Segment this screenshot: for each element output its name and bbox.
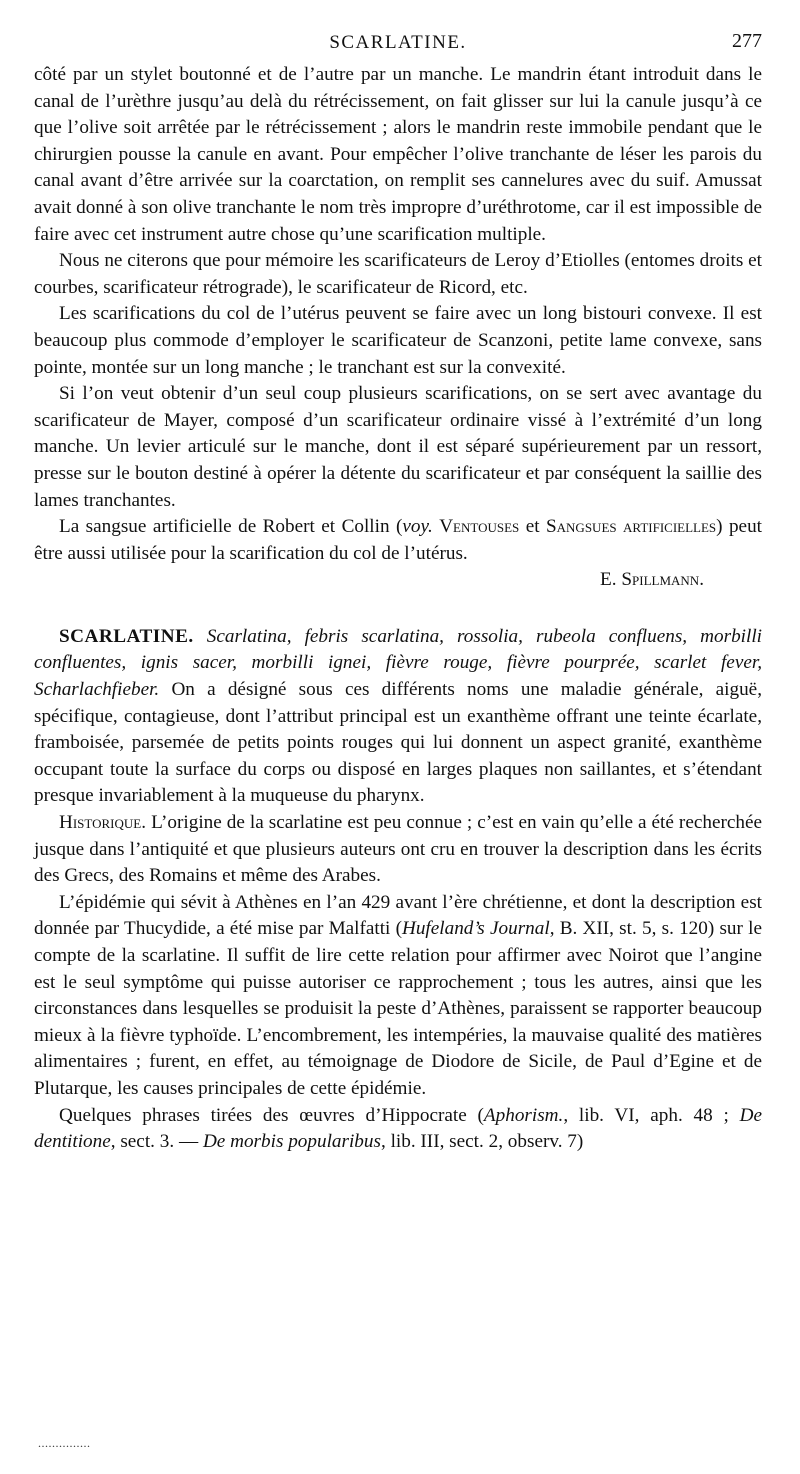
ventouses-reference: Ventouses xyxy=(439,516,520,538)
hippo-text-d: , lib. III, sect. 2, observ. 7) xyxy=(380,1131,584,1153)
entry-intro xyxy=(34,624,762,810)
paragraph-uterus: Les scarifications du col de l’utérus peuvent se faire avec un long bistouri convexe. Il est beaucoup plus commode d’employer le scarificateur de Scanzoni, petite lame convexe, sans pointe, montée sur un long manche ; le tranchant est sur la convexité. xyxy=(34,303,762,378)
section-gap xyxy=(34,594,762,624)
body-text xyxy=(34,62,762,1156)
paragraph-uretrotome: côté par un stylet boutonné et de l’autre par un manche. Le mandrin étant introduit dans le canal de l’urèthre jusqu’au delà du rétrécissement, on fait glisser sur lui la canule jusqu’à ce que l’olive soit arrêtée par le rétrécissement ; alors le mandrin reste immobile pendant que le chirurgien pousse la canule en avant. Pour empêcher l’olive tranchante de léser les parois du canal avant d’être arrivée sur la coarctation, on remplit ses cannelures avec du suif. Amussat avait donné à son olive tranchante le nom très impropre d’uréthrotome, car il est impossible de faire avec cet instrument autre chose qu’une scarification multiple. xyxy=(34,64,762,245)
paragraph-historique xyxy=(34,810,762,890)
historique-text: L’origine de la scarlatine est peu connue ; c’est en vain qu’elle a été recherchée jusque dans l’antiquité et que plusieurs auteurs ont cru en trouver la description dans les écrits des Grecs, des Romains et même des Arabes. xyxy=(34,812,762,887)
page-number: 277 xyxy=(732,30,762,52)
historique-label: Historique. xyxy=(59,812,147,834)
voy-reference: voy. xyxy=(402,516,433,538)
sangsue-et: et xyxy=(519,516,546,538)
entry-headword: SCARLATINE. xyxy=(59,625,194,647)
entry-definition: On a désigné sous ces différents noms une maladie générale, aiguë, spécifique, contagieuse, dont l’attribut principal est un exanthème offrant une teinte écarlate, framboisée, parsemée de petits points rouges qui lui donnent un aspect granité, exanthème occupant toute la surface du corps ou disposé en larges plaques non saillantes, et s’étendant presque invariablement à la muqueuse du pharynx. xyxy=(34,679,762,807)
epidemie-text-b: , B. XII, st. 5, s. 120) sur le compte de la scarlatine. Il suffit de lire cette relation pour affirmer avec Noirot que l’angine est le seul symptôme qui puisse autoriser ce rapprochement ; tous les autres, ainsi que les circonstances dans lesquelles se produisit la peste d’Athènes, paraissent se rapporter beaucoup mieux à la fièvre typhoïde. L’encombrement, les intempéries, la mauvaise qualité des matières alimentaires ; furent, en effet, au témoignage de Diodore de Sicile, de Paul d’Egine et de Plutarque, les causes principales de cette épidémie. xyxy=(34,918,762,1099)
paragraph-leroy: Nous ne citerons que pour mémoire les scarificateurs de Leroy d’Etiolles (entomes droits et courbes, scarificateur rétrograde), le scarificateur de Ricord, etc. xyxy=(34,250,762,298)
hippo-text-c: , sect. 3. — xyxy=(110,1131,203,1153)
sangsues-reference: Sangsues artificielles xyxy=(545,516,717,538)
morbis-reference: De morbis popularibus xyxy=(202,1131,381,1153)
aphorism-reference: Aphorism. xyxy=(483,1104,564,1126)
running-head xyxy=(34,28,762,58)
entry-synonyms: Scarlatina, febris scarlatina, rossolia, rubeola confluens, morbilli confluentes, ignis sacer, morbilli ignei, fièvre rouge, fièvre pourprée, scarlet fever, Scharlachfieber. xyxy=(34,625,763,701)
sangsue-text-end: ) peut être aussi utilisée pour la scarification du col de l’utérus. xyxy=(34,516,762,564)
paragraph-hippocrate xyxy=(34,1103,762,1156)
hufeland-journal: Hufeland’s Journal xyxy=(401,918,550,940)
dentitione-reference: De dentitione xyxy=(34,1104,762,1153)
footer-dots: ............... xyxy=(38,1436,91,1450)
running-title: SCARLATINE. xyxy=(329,32,467,53)
author-signature: E. Spillmann. xyxy=(600,569,704,591)
paragraph-epidemie xyxy=(34,890,762,1103)
paragraph-mayer: Si l’on veut obtenir d’un seul coup plusieurs scarifications, on se sert avec avantage du scarificateur de Mayer, composé d’un scarificateur ordinaire vissé à l’extrémité d’un long manche. Un levier articulé sur le manche, dont il est séparé supérieurement par un ressort, presse sur le bouton destiné à opérer la détente du scarificateur et par conséquent la saillie des lames tranchantes. xyxy=(34,383,762,511)
hippo-text-a: Quelques phrases tirées des œuvres d’Hippocrate ( xyxy=(59,1104,484,1126)
sangsue-text-start: La sangsue artificielle de Robert et Collin ( xyxy=(59,516,403,538)
hippo-text-b: , lib. VI, aph. 48 ; xyxy=(563,1104,740,1126)
epidemie-text-a: L’épidémie qui sévit à Athènes en l’an 429 avant l’ère chrétienne, et dont la description est donnée par Thucydide, a été mise par Malfatti ( xyxy=(34,891,762,940)
paragraph-sangsue xyxy=(34,514,762,567)
